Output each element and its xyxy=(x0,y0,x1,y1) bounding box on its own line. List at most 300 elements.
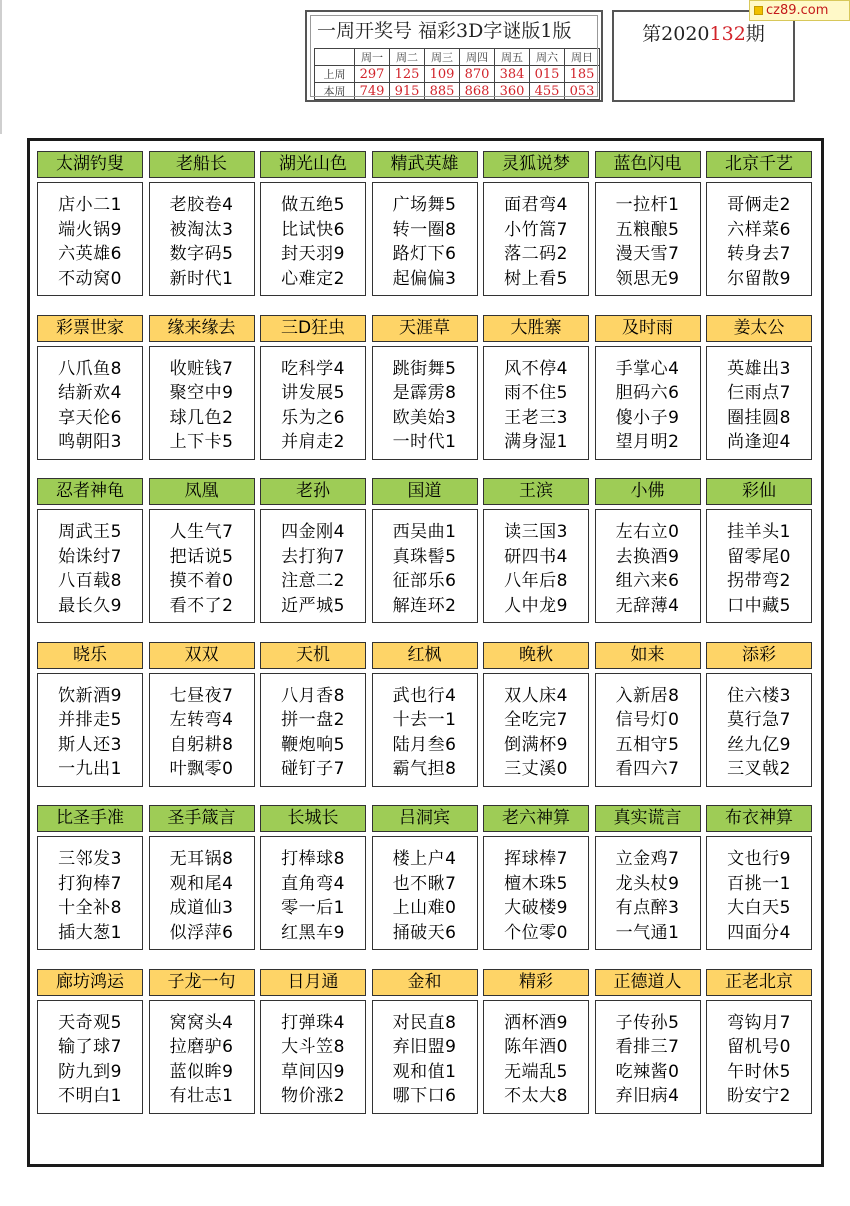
day-header: 周日 xyxy=(565,49,600,66)
puzzle-card xyxy=(372,478,478,623)
clue-line: 天奇观5 xyxy=(58,1012,122,1033)
puzzle-card xyxy=(149,151,255,296)
card-clues xyxy=(706,346,812,460)
clue-line: 望月明2 xyxy=(615,432,680,452)
clue-line: 哥俩走2 xyxy=(727,195,791,215)
puzzle-card xyxy=(706,805,812,950)
clue-line: 西吴曲1 xyxy=(392,522,457,542)
clue-line: 读三国3 xyxy=(504,522,568,542)
clue-line: 上下卡5 xyxy=(169,432,234,452)
clue-line: 封天羽9 xyxy=(281,244,345,264)
clue-line: 跳街舞5 xyxy=(392,358,457,379)
clue-line: 老胶卷4 xyxy=(169,195,234,215)
clue-line: 一拉杆1 xyxy=(615,195,680,215)
clue-line: 八月香8 xyxy=(281,685,345,706)
card-title: 三D狂虫 xyxy=(260,315,366,342)
card-title: 灵狐说梦 xyxy=(483,151,589,178)
clue-line: 百挑一1 xyxy=(727,873,791,894)
draw-number: 915 xyxy=(390,83,425,100)
card-clues xyxy=(149,836,255,950)
card-title: 比圣手准 xyxy=(37,805,143,832)
clue-line: 八爪鱼8 xyxy=(58,358,122,379)
clue-line: 左转弯4 xyxy=(169,710,234,730)
clue-line: 手掌心4 xyxy=(615,358,680,379)
card-title: 老船长 xyxy=(149,151,255,178)
clue-line: 弃旧盟9 xyxy=(392,1037,457,1057)
card-title: 彩票世家 xyxy=(37,315,143,342)
clue-line: 五粮酿5 xyxy=(615,219,680,240)
draw-number: 870 xyxy=(460,66,495,83)
card-clues xyxy=(483,182,589,296)
clue-line: 洒杯酒9 xyxy=(504,1012,568,1033)
clue-line: 小竹篙7 xyxy=(504,219,568,240)
clue-line: 看四六7 xyxy=(615,759,680,779)
issue-prefix: 第2020 xyxy=(642,23,710,45)
clue-line: 子传孙5 xyxy=(615,1012,680,1033)
clue-line: 研四书4 xyxy=(504,546,568,567)
puzzle-card xyxy=(483,478,589,623)
row-label: 本周 xyxy=(315,83,355,100)
left-guide-line xyxy=(0,0,2,134)
card-clues xyxy=(149,1000,255,1114)
clue-line: 上山难0 xyxy=(392,898,457,918)
clue-line: 并排走5 xyxy=(58,710,122,730)
clue-line: 八年后8 xyxy=(504,571,568,591)
card-clues xyxy=(372,509,478,623)
card-clues xyxy=(260,182,366,296)
clue-line: 三丈溪0 xyxy=(504,759,568,779)
card-title: 天涯草 xyxy=(372,315,478,342)
card-title: 及时雨 xyxy=(595,315,701,342)
clue-line: 不动窝0 xyxy=(58,268,122,289)
day-header-row xyxy=(315,49,600,66)
clue-line: 碰钉子7 xyxy=(281,759,345,779)
clue-line: 檀木珠5 xyxy=(504,873,568,894)
clue-line: 起偏偏3 xyxy=(392,268,457,289)
card-title: 吕洞宾 xyxy=(372,805,478,832)
card-clues xyxy=(37,673,143,787)
clue-line: 拐带弯2 xyxy=(727,571,791,591)
clue-line: 近严城5 xyxy=(281,595,345,616)
clue-line: 盼安宁2 xyxy=(727,1086,791,1106)
clue-line: 四面分4 xyxy=(727,922,791,943)
clue-line: 个位零0 xyxy=(504,922,568,943)
card-clues xyxy=(372,673,478,787)
clue-line: 享天伦6 xyxy=(58,407,122,428)
clue-line: 傻小子9 xyxy=(615,407,680,428)
card-clues xyxy=(706,836,812,950)
puzzle-card xyxy=(595,478,701,623)
card-clues xyxy=(37,346,143,460)
card-clues xyxy=(595,673,701,787)
clue-line: 物价涨2 xyxy=(281,1086,345,1106)
card-clues xyxy=(149,509,255,623)
clue-line: 无耳锅8 xyxy=(169,849,234,869)
clue-line: 看不了2 xyxy=(169,595,234,616)
card-title: 日月通 xyxy=(260,969,366,996)
puzzle-card xyxy=(37,315,143,460)
puzzle-card xyxy=(149,969,255,1114)
clue-line: 似浮萍6 xyxy=(169,922,234,943)
card-title: 真实谎言 xyxy=(595,805,701,832)
clue-line: 住六楼3 xyxy=(727,685,791,706)
card-title: 凤凰 xyxy=(149,478,255,505)
clue-line: 全吃完7 xyxy=(504,710,568,730)
clue-line: 陈年酒0 xyxy=(504,1037,568,1057)
day-header: 周五 xyxy=(495,49,530,66)
clue-line: 莫行急7 xyxy=(727,710,791,730)
clue-line: 霸气担8 xyxy=(392,759,457,779)
clue-line: 插大葱1 xyxy=(58,922,122,943)
clue-line: 成道仙3 xyxy=(169,898,234,918)
card-clues xyxy=(483,673,589,787)
day-header: 周二 xyxy=(390,49,425,66)
clue-line: 注意二2 xyxy=(281,571,345,591)
clue-line: 五相守5 xyxy=(615,734,680,755)
clue-line: 有壮志1 xyxy=(169,1086,234,1106)
site-watermark-link[interactable] xyxy=(749,0,850,21)
issue-number: 132 xyxy=(709,23,746,45)
card-title: 添彩 xyxy=(706,642,812,669)
clue-line: 一时代1 xyxy=(392,432,457,452)
card-clues xyxy=(483,509,589,623)
clue-line: 广场舞5 xyxy=(392,195,457,215)
puzzle-card xyxy=(595,315,701,460)
puzzle-card xyxy=(37,805,143,950)
card-clues xyxy=(260,836,366,950)
clue-line: 看排三7 xyxy=(615,1037,680,1057)
card-clues xyxy=(595,1000,701,1114)
card-clues xyxy=(260,509,366,623)
card-title: 布衣神算 xyxy=(706,805,812,832)
watermark-square-icon xyxy=(754,6,763,15)
puzzle-card xyxy=(706,642,812,787)
clue-line: 拉磨驴6 xyxy=(169,1037,234,1057)
clue-line: 观和尾4 xyxy=(169,873,234,894)
day-header: 周一 xyxy=(355,49,390,66)
clue-line: 尔留散9 xyxy=(727,268,791,289)
clue-line: 无端乱5 xyxy=(504,1061,568,1082)
puzzle-card xyxy=(483,969,589,1114)
puzzle-card xyxy=(706,478,812,623)
draw-number: 455 xyxy=(530,83,565,100)
clue-line: 并肩走2 xyxy=(281,432,345,452)
clue-line: 漫天雪7 xyxy=(615,244,680,264)
clue-line: 征部乐6 xyxy=(392,571,457,591)
clue-line: 满身湿1 xyxy=(504,432,568,452)
puzzle-card xyxy=(372,805,478,950)
clue-line: 入新居8 xyxy=(615,685,680,706)
clue-line: 收赃钱7 xyxy=(169,358,234,379)
card-clues xyxy=(149,673,255,787)
clue-line: 鸣朝阳3 xyxy=(58,432,122,452)
clue-line: 领思无9 xyxy=(615,268,680,289)
puzzle-card xyxy=(483,642,589,787)
card-clues xyxy=(372,346,478,460)
day-header: 周三 xyxy=(425,49,460,66)
clue-line: 面君弯4 xyxy=(504,195,568,215)
clue-line: 英雄出3 xyxy=(727,358,791,379)
clue-line: 仨雨点7 xyxy=(727,383,791,403)
clue-line: 十去一1 xyxy=(392,710,457,730)
clue-line: 树上看5 xyxy=(504,268,568,289)
card-title: 天机 xyxy=(260,642,366,669)
draw-number: 185 xyxy=(565,66,600,83)
draw-number: 360 xyxy=(495,83,530,100)
puzzle-card xyxy=(372,642,478,787)
clue-line: 也不瞅7 xyxy=(392,873,457,894)
card-clues xyxy=(483,346,589,460)
clue-line: 人中龙9 xyxy=(504,595,568,616)
puzzle-card xyxy=(260,315,366,460)
clue-line: 口中藏5 xyxy=(727,595,791,616)
clue-line: 风不停4 xyxy=(504,358,568,379)
puzzle-card xyxy=(595,969,701,1114)
card-title: 蓝色闪电 xyxy=(595,151,701,178)
card-title: 老孙 xyxy=(260,478,366,505)
page-title: 一周开奖号 福彩3D字谜版1版 xyxy=(317,20,572,42)
card-title: 双双 xyxy=(149,642,255,669)
clue-line: 立金鸡7 xyxy=(615,849,680,869)
clue-line: 挂羊头1 xyxy=(727,522,791,542)
puzzle-card xyxy=(483,805,589,950)
clue-line: 打弹珠4 xyxy=(281,1012,345,1033)
card-title: 金和 xyxy=(372,969,478,996)
puzzle-card xyxy=(37,478,143,623)
clue-line: 做五绝5 xyxy=(281,195,345,215)
issue-box xyxy=(612,10,795,102)
clue-line: 无辞薄4 xyxy=(615,595,680,616)
card-title: 如来 xyxy=(595,642,701,669)
card-clues xyxy=(149,346,255,460)
draw-number: 125 xyxy=(390,66,425,83)
issue-label xyxy=(614,22,793,46)
draw-number: 053 xyxy=(565,83,600,100)
clue-line: 拼一盘2 xyxy=(281,710,345,730)
card-clues xyxy=(706,182,812,296)
row-label: 上周 xyxy=(315,66,355,83)
puzzle-card xyxy=(595,151,701,296)
clue-line: 对民直8 xyxy=(392,1012,457,1033)
watermark-text: cz89.com xyxy=(766,3,829,18)
clue-line: 王老三3 xyxy=(504,407,568,428)
clue-line: 圈挂圆8 xyxy=(727,407,791,428)
card-title: 晚秋 xyxy=(483,642,589,669)
card-clues xyxy=(149,182,255,296)
clue-line: 防九到9 xyxy=(58,1061,122,1082)
puzzle-grid-frame xyxy=(27,138,824,1167)
clue-line: 三邻发3 xyxy=(58,849,122,869)
clue-line: 解连环2 xyxy=(392,595,457,616)
clue-line: 把话说5 xyxy=(169,546,234,567)
card-title: 长城长 xyxy=(260,805,366,832)
puzzle-card xyxy=(372,969,478,1114)
puzzle-card xyxy=(372,315,478,460)
puzzle-card xyxy=(149,805,255,950)
card-title: 精彩 xyxy=(483,969,589,996)
clue-line: 倒满杯9 xyxy=(504,734,568,755)
clue-line: 数字码5 xyxy=(169,244,234,264)
clue-line: 斯人还3 xyxy=(58,734,122,755)
card-title: 忍者神龟 xyxy=(37,478,143,505)
clue-line: 六样菜6 xyxy=(727,219,791,240)
this-week-row xyxy=(315,83,600,100)
clue-line: 楼上户4 xyxy=(392,849,457,869)
clue-line: 八百载8 xyxy=(58,571,122,591)
card-clues xyxy=(372,836,478,950)
card-clues xyxy=(706,509,812,623)
clue-line: 大白天5 xyxy=(727,898,791,918)
card-title: 王滨 xyxy=(483,478,589,505)
puzzle-card xyxy=(706,969,812,1114)
clue-line: 转身去7 xyxy=(727,244,791,264)
clue-line: 武也行4 xyxy=(392,685,457,706)
clue-line: 乐为之6 xyxy=(281,407,345,428)
clue-line: 三叉戟2 xyxy=(727,759,791,779)
clue-line: 最长久9 xyxy=(58,595,122,616)
card-title: 姜太公 xyxy=(706,315,812,342)
puzzle-card xyxy=(260,642,366,787)
puzzle-card xyxy=(149,642,255,787)
clue-line: 组六来6 xyxy=(615,571,680,591)
puzzle-card xyxy=(706,315,812,460)
clue-line: 不明白1 xyxy=(58,1086,122,1106)
card-title: 国道 xyxy=(372,478,478,505)
card-title: 精武英雄 xyxy=(372,151,478,178)
clue-line: 输了球7 xyxy=(58,1037,122,1057)
card-clues xyxy=(706,673,812,787)
card-title: 正老北京 xyxy=(706,969,812,996)
draw-number: 015 xyxy=(530,66,565,83)
clue-line: 草间囚9 xyxy=(281,1061,345,1082)
card-title: 廊坊鸿运 xyxy=(37,969,143,996)
clue-line: 比试快6 xyxy=(281,219,345,240)
card-title: 湖光山色 xyxy=(260,151,366,178)
puzzle-card xyxy=(706,151,812,296)
clue-line: 摸不着0 xyxy=(169,571,234,591)
draw-results-table xyxy=(314,48,600,100)
card-clues xyxy=(372,1000,478,1114)
clue-line: 路灯下6 xyxy=(392,244,457,264)
clue-line: 转一圈8 xyxy=(392,219,457,240)
card-title: 正德道人 xyxy=(595,969,701,996)
clue-line: 六英雄6 xyxy=(58,244,122,264)
clue-line: 心难定2 xyxy=(281,268,345,289)
clue-line: 七昼夜7 xyxy=(169,685,234,706)
clue-line: 观和值1 xyxy=(392,1061,457,1082)
card-clues xyxy=(260,346,366,460)
puzzle-card xyxy=(37,151,143,296)
card-clues xyxy=(260,1000,366,1114)
clue-line: 十全补8 xyxy=(58,898,122,918)
clue-line: 龙头杖9 xyxy=(615,873,680,894)
clue-line: 零一后1 xyxy=(281,898,345,918)
card-clues xyxy=(37,182,143,296)
clue-line: 讲发展5 xyxy=(281,383,345,403)
clue-line: 聚空中9 xyxy=(169,383,234,403)
draw-number: 109 xyxy=(425,66,460,83)
card-title: 子龙一句 xyxy=(149,969,255,996)
puzzle-card xyxy=(37,969,143,1114)
clue-line: 店小二1 xyxy=(58,195,122,215)
clue-line: 信号灯0 xyxy=(615,710,680,730)
clue-line: 大斗笠8 xyxy=(281,1037,345,1057)
clue-line: 尚逢迎4 xyxy=(727,432,791,452)
card-clues xyxy=(595,509,701,623)
puzzle-card xyxy=(37,642,143,787)
clue-line: 哪下口6 xyxy=(392,1086,457,1106)
clue-line: 胆码六6 xyxy=(615,383,680,403)
clue-line: 鞭炮响5 xyxy=(281,734,345,755)
clue-line: 蓝似眸9 xyxy=(169,1061,234,1082)
day-header: 周四 xyxy=(460,49,495,66)
card-clues xyxy=(260,673,366,787)
clue-line: 左右立0 xyxy=(615,522,680,542)
clue-line: 大破楼9 xyxy=(504,898,568,918)
card-clues xyxy=(37,1000,143,1114)
clue-line: 四金刚4 xyxy=(281,522,345,542)
puzzle-card xyxy=(483,151,589,296)
card-clues xyxy=(37,836,143,950)
clue-line: 去打狗7 xyxy=(281,546,345,567)
clue-line: 自躬耕8 xyxy=(169,734,234,755)
card-title: 圣手箴言 xyxy=(149,805,255,832)
clue-line: 陆月叁6 xyxy=(392,734,457,755)
card-title: 小佛 xyxy=(595,478,701,505)
clue-line: 球几色2 xyxy=(169,407,234,428)
last-week-row xyxy=(315,66,600,83)
clue-line: 丝九亿9 xyxy=(727,734,791,755)
card-clues xyxy=(372,182,478,296)
draw-number: 868 xyxy=(460,83,495,100)
card-title: 晓乐 xyxy=(37,642,143,669)
draw-number: 749 xyxy=(355,83,390,100)
card-title: 红枫 xyxy=(372,642,478,669)
puzzle-card xyxy=(260,478,366,623)
clue-line: 弯钩月7 xyxy=(727,1012,791,1033)
card-title: 缘来缘去 xyxy=(149,315,255,342)
card-clues xyxy=(595,346,701,460)
clue-line: 打狗棒7 xyxy=(58,873,122,894)
card-clues xyxy=(595,182,701,296)
clue-line: 是霹雳8 xyxy=(392,383,457,403)
clue-line: 去换酒9 xyxy=(615,546,680,567)
clue-line: 端火锅9 xyxy=(58,219,122,240)
clue-line: 叶飘零0 xyxy=(169,759,234,779)
clue-line: 弃旧病4 xyxy=(615,1086,680,1106)
draw-number: 885 xyxy=(425,83,460,100)
card-clues xyxy=(37,509,143,623)
clue-line: 周武王5 xyxy=(58,522,122,542)
card-clues xyxy=(483,836,589,950)
card-title: 彩仙 xyxy=(706,478,812,505)
clue-line: 一九出1 xyxy=(58,759,122,779)
clue-line: 始诛纣7 xyxy=(58,546,122,567)
card-title: 老六神算 xyxy=(483,805,589,832)
clue-line: 吃科学4 xyxy=(281,358,345,379)
clue-line: 留零尾0 xyxy=(727,546,791,567)
puzzle-card xyxy=(595,642,701,787)
clue-line: 雨不住5 xyxy=(504,383,568,403)
clue-line: 双人床4 xyxy=(504,685,568,706)
puzzle-card xyxy=(260,151,366,296)
day-header: 周六 xyxy=(530,49,565,66)
clue-line: 落二码2 xyxy=(504,244,568,264)
card-title: 大胜寨 xyxy=(483,315,589,342)
clue-line: 一气通1 xyxy=(615,922,680,943)
puzzle-card xyxy=(149,315,255,460)
clue-line: 被淘汰3 xyxy=(169,219,234,240)
